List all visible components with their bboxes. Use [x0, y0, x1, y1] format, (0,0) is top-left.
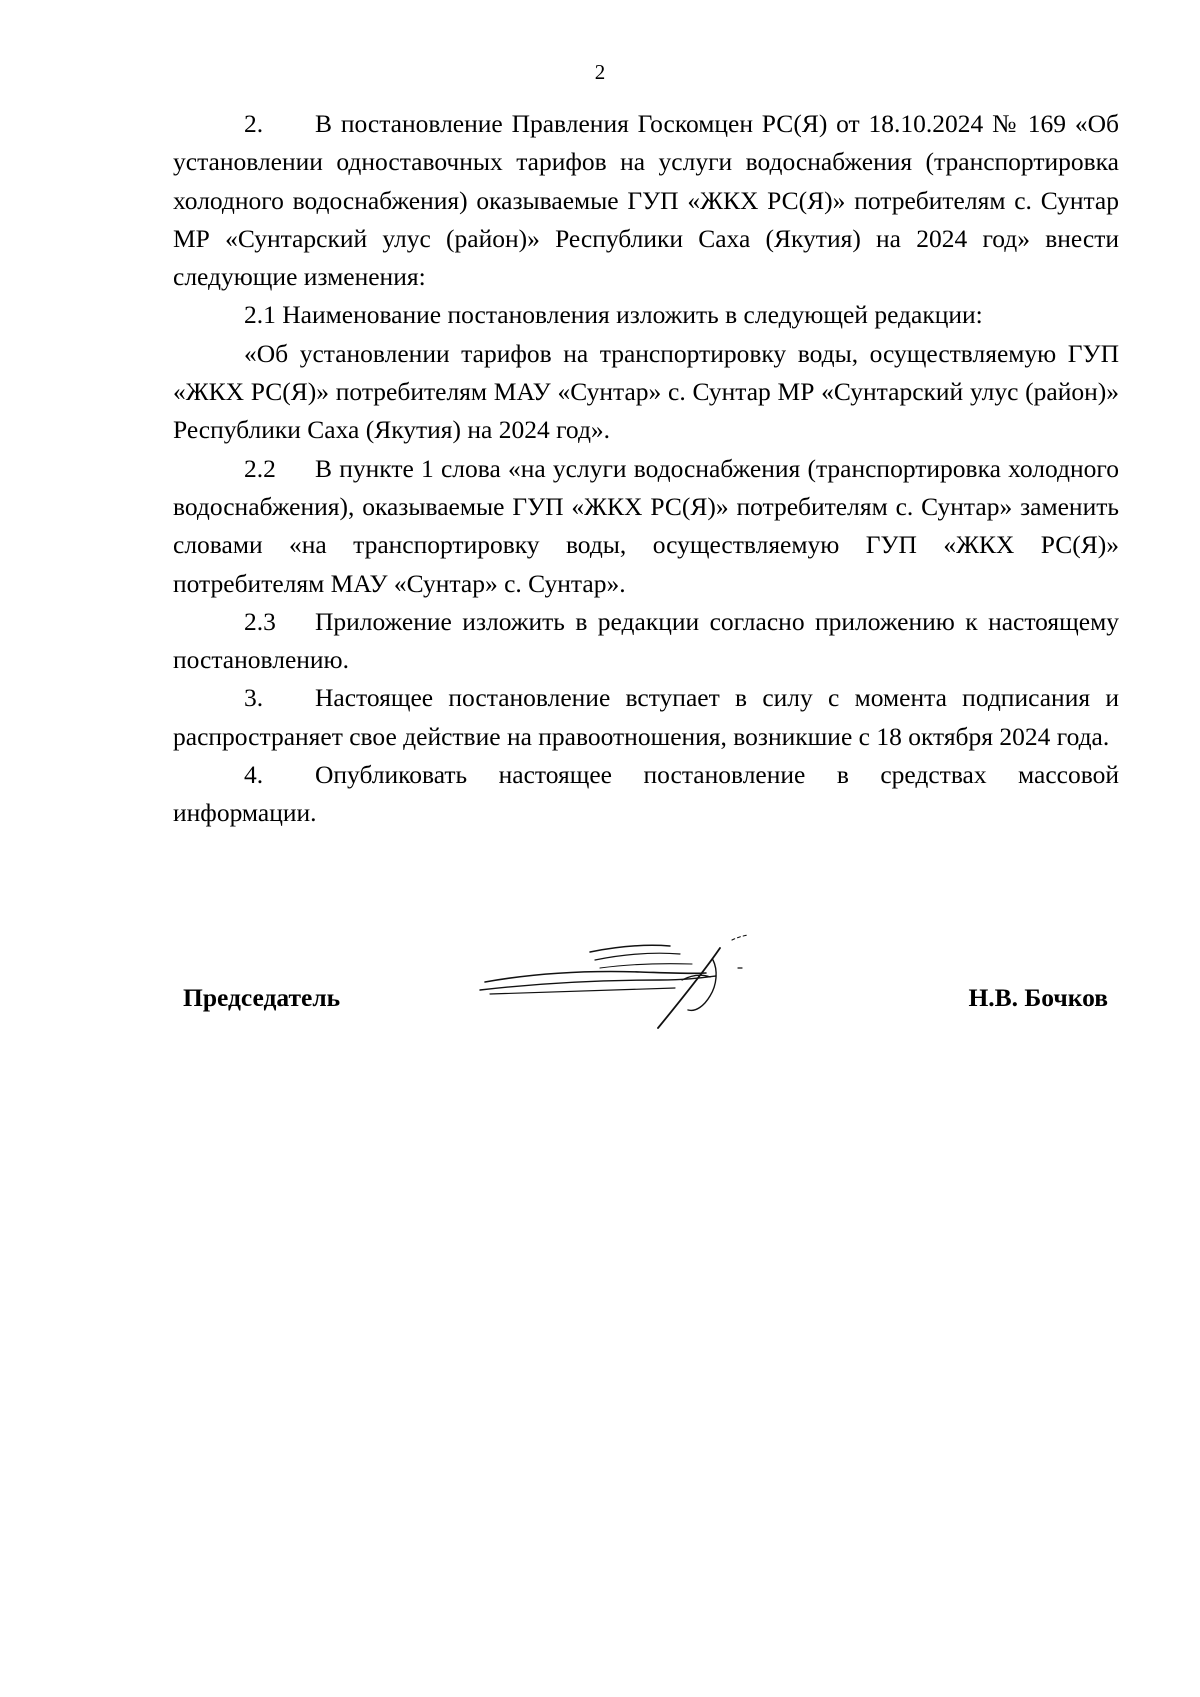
- signatory-name: Н.В. Бочков: [968, 983, 1108, 1012]
- paragraph-2: [173, 105, 1119, 296]
- paragraph-2-1: [173, 296, 1119, 334]
- paragraph-number: 2.3: [244, 606, 276, 636]
- paragraph-text: Настоящее постановление вступает в силу с момента подписания и распространяет свое действие на правоотношения, возникшие с 18 октября 2024 года.: [173, 683, 1119, 751]
- paragraph-2-3: [173, 603, 1119, 680]
- paragraph-number: 4.: [244, 760, 264, 790]
- paragraph-text: «Об установлении тарифов на транспортировку воды, осуществляемую ГУП «ЖКХ РС(Я)» потребителям МАУ «Сунтар» с. Сунтар МР «Сунтарский улус (район)» Республики Саха (Якутия) на 2024 год».: [173, 338, 1119, 445]
- paragraph-4: [173, 756, 1119, 833]
- paragraph-text: В постановление Правления Госкомцен РС(Я) от 18.10.2024 № 169 «Об установлении одноставочных тарифов на услуги водоснабжения (транспортировка холодного водоснабжения) оказываемые ГУП «ЖКХ РС(Я)» потребителям с. Сунтар МР «Сунтарский улус (район)» Республики Саха (Якутия) на 2024 год» внести следующие изменения:: [173, 109, 1119, 292]
- paragraph-text: В пункте 1 слова «на услуги водоснабжения (транспортировка холодного водоснабжения), оказываемые ГУП «ЖКХ РС(Я)» потребителям с. Сунтар» заменить словами «на транспортировку воды, осуществляемую ГУП «ЖКХ РС(Я)» потребителям МАУ «Сунтар» с. Сунтар».: [173, 453, 1119, 598]
- paragraph-text: Опубликовать настоящее постановление в средствах массовой информации.: [173, 760, 1119, 828]
- document-body: [173, 105, 1119, 833]
- paragraph-number: 2.: [244, 109, 264, 138]
- paragraph-number: 3.: [244, 683, 264, 713]
- paragraph-text: Приложение изложить в редакции согласно приложению к настоящему постановлению.: [173, 606, 1119, 675]
- paragraph-text: 2.1 Наименование постановления изложить в следующей редакции:: [244, 300, 983, 330]
- paragraph-2-1-quote: [173, 335, 1119, 450]
- page-number: 2: [594, 60, 606, 84]
- signatory-title: Председатель: [183, 983, 341, 1012]
- paragraph-3: [173, 679, 1119, 756]
- paragraph-2-2: [173, 450, 1119, 603]
- handwritten-signature: [470, 930, 790, 1040]
- signature-block: [0, 930, 1200, 1050]
- paragraph-number: 2.2: [244, 453, 276, 483]
